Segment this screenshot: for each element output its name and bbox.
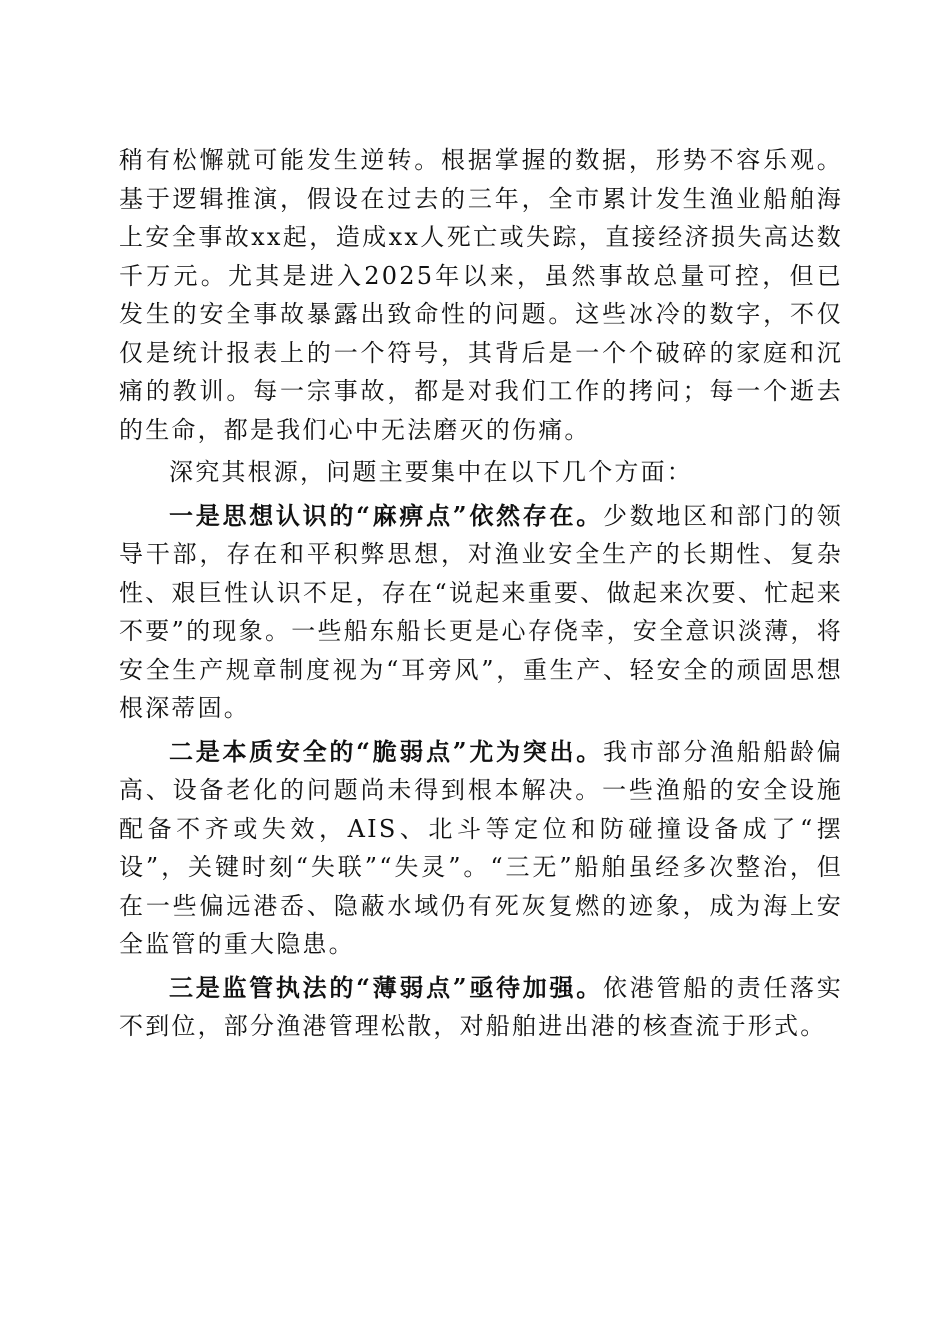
paragraph-text: 依港管船的责任落实不到位，部分渔港管理松散，对船舶进出港的核查流于形式。 — [119, 973, 843, 1040]
document-page — [119, 141, 843, 1046]
paragraph-point-3 — [119, 969, 843, 1046]
paragraph-lead: 三是监管执法的“薄弱点”亟待加强。 — [169, 972, 603, 1002]
paragraph-point-1 — [119, 497, 843, 728]
paragraph-transition — [119, 453, 843, 492]
paragraph-lead: 二是本质安全的“脆弱点”尤为突出。 — [169, 736, 603, 766]
paragraph-lead: 一是思想认识的“麻痹点”依然存在。 — [169, 500, 603, 530]
paragraph-intro — [119, 141, 843, 449]
paragraph-text: 稍有松懈就可能发生逆转。根据掌握的数据，形势不容乐观。基于逻辑推演，假设在过去的三年，全市累计发生渔业船舶海上安全事故xx起，造成xx人死亡或失踪，直接经济损失高达数千万元。尤其是进入2025年以来，虽然事故总量可控，但已发生的安全事故暴露出致命性的问题。这些冰冷的数字，不仅仅是统计报表上的一个符号，其背后是一个个破碎的家庭和沉痛的教训。每一宗事故，都是对我们工作的拷问；每一个逝去的生命，都是我们心中无法磨灭的伤痛。 — [119, 146, 843, 444]
paragraph-point-2 — [119, 733, 843, 964]
paragraph-text: 深究其根源，问题主要集中在以下几个方面： — [169, 458, 693, 486]
paragraph-text: 少数地区和部门的领导干部，存在和平积弊思想，对渔业安全生产的长期性、复杂性、艰巨性认识不足，存在“说起来重要、做起来次要、忙起来不要”的现象。一些船东船长更是心存侥幸，安全意识淡薄，将安全生产规章制度视为“耳旁风”，重生产、轻安全的顽固思想根深蒂固。 — [119, 501, 843, 722]
paragraph-text: 我市部分渔船船龄偏高、设备老化的问题尚未得到根本解决。一些渔船的安全设施配备不齐或失效，AIS、北斗等定位和防碰撞设备成了“摆设”，关键时刻“失联”“失灵”。“三无”船舶虽经多次整治，但在一些偏远港岙、隐蔽水域仍有死灰复燃的迹象，成为海上安全监管的重大隐患。 — [119, 737, 843, 958]
